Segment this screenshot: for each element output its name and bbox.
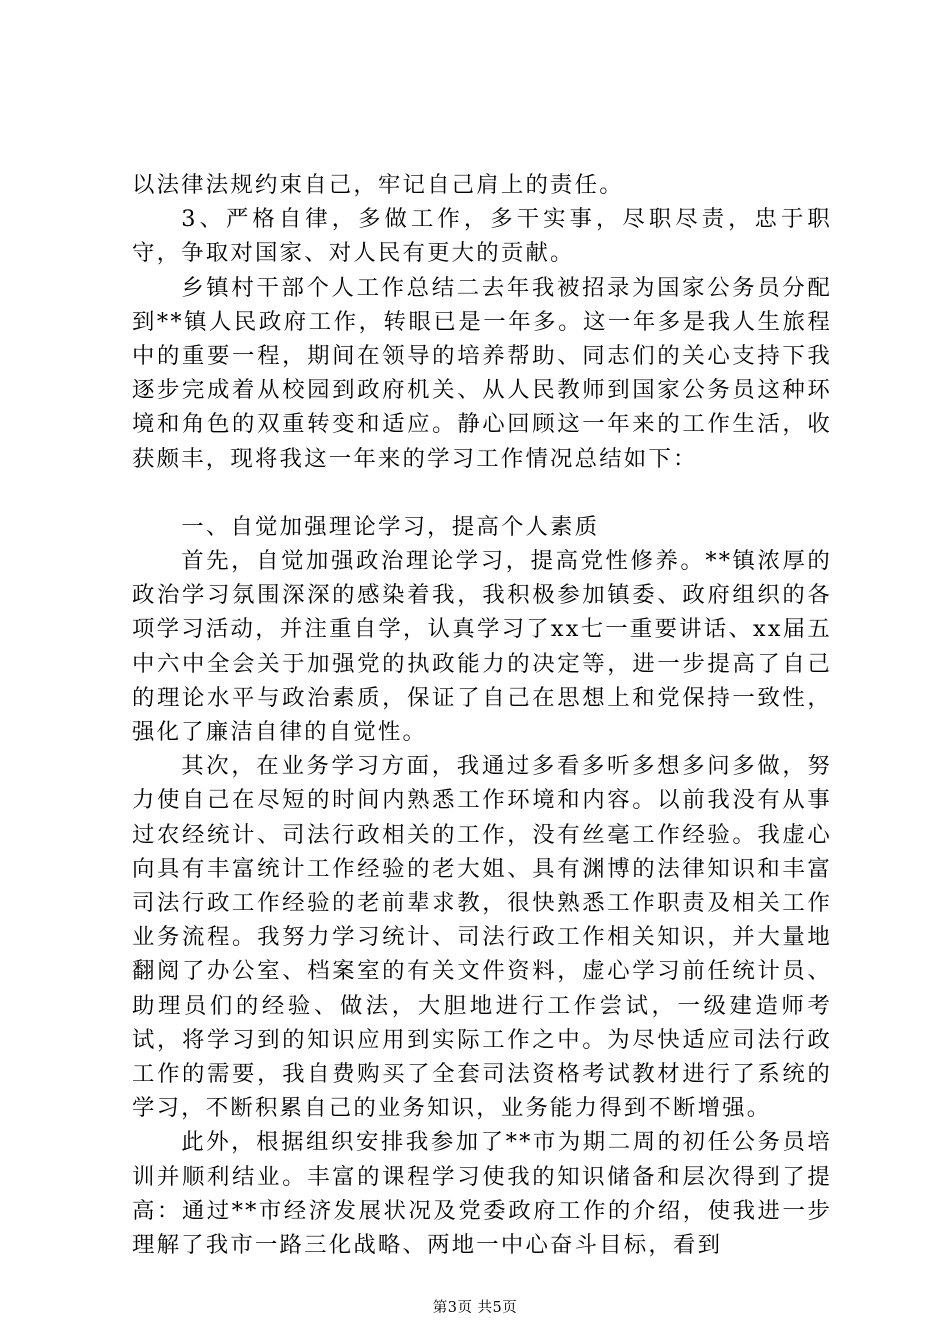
section-heading: 一、自觉加强理论学习，提高个人素质 xyxy=(181,513,600,540)
paragraph-additionally: 此外，根据组织安排我参加了**市为期二周的初任公务员培训并顺利结业。丰富的课程学习使我的知识储备和层次得到了提高：通过**市经济发展状况及党委政府工作的介绍，使我进一步理解了我市一路三化战略、两地一中心奋斗目标，看到 xyxy=(132,1129,832,1259)
document-body xyxy=(132,168,832,1262)
paragraph-second: 其次，在业务学习方面，我通过多看多听多想多问多做，努力使自己在尽短的时间内熟悉工作环境和内容。以前我没有从事过农经统计、司法行政相关的工作，没有丝毫工作经验。我虚心向具有丰富统计工作经验的老大姐、具有渊博的法律知识和丰富司法行政工作经验的老前辈求教，很快熟悉工作职责及相关工作业务流程。我努力学习统计、司法行政工作相关知识，并大量地翻阅了办公室、档案室的有关文件资料，虚心学习前任统计员、助理员们的经验、做法，大胆地进行工作尝试，一级建造师考试，将学习到的知识应用到实际工作之中。为尽快适应司法行政工作的需要，我自费购买了全套司法资格考试教材进行了系统的学习，不断积累自己的业务知识，业务能力得到不断增强。 xyxy=(132,753,832,1122)
page-footer: 第3页 共5页 xyxy=(432,1300,518,1316)
paragraph-first: 首先，自觉加强政治理论学习，提高党性修养。**镇浓厚的政治学习氛围深深的感染着我，我积极参加镇委、政府组织的各项学习活动，并注重自学，认真学习了xx七一重要讲话、xx届五中六中全会关于加强党的执政能力的决定等，进一步提高了自己的理论水平与政治素质，保证了自己在思想上和党保持一致性，强化了廉洁自律的自觉性。 xyxy=(132,548,832,746)
paragraph-continuation: 以法律法规约束自己，牢记自己肩上的责任。 xyxy=(132,172,624,198)
paragraph-intro: 乡镇村干部个人工作总结二去年我被招录为国家公务员分配到**镇人民政府工作，转眼已是一年多。这一年多是我人生旅程中的重要一程，期间在领导的培养帮助、同志们的关心支持下我逐步完成着从校园到政府机关、从人民教师到国家公务员这种环境和角色的双重转变和适应。静心回顾这一年来的工作生活，收获颇丰，现将我这一年来的学习工作情况总结如下： xyxy=(132,274,832,472)
paragraph-item-3: 3、严格自律，多做工作，多干实事，尽职尽责，忠于职守，争取对国家、对人民有更大的贡献。 xyxy=(132,206,832,267)
